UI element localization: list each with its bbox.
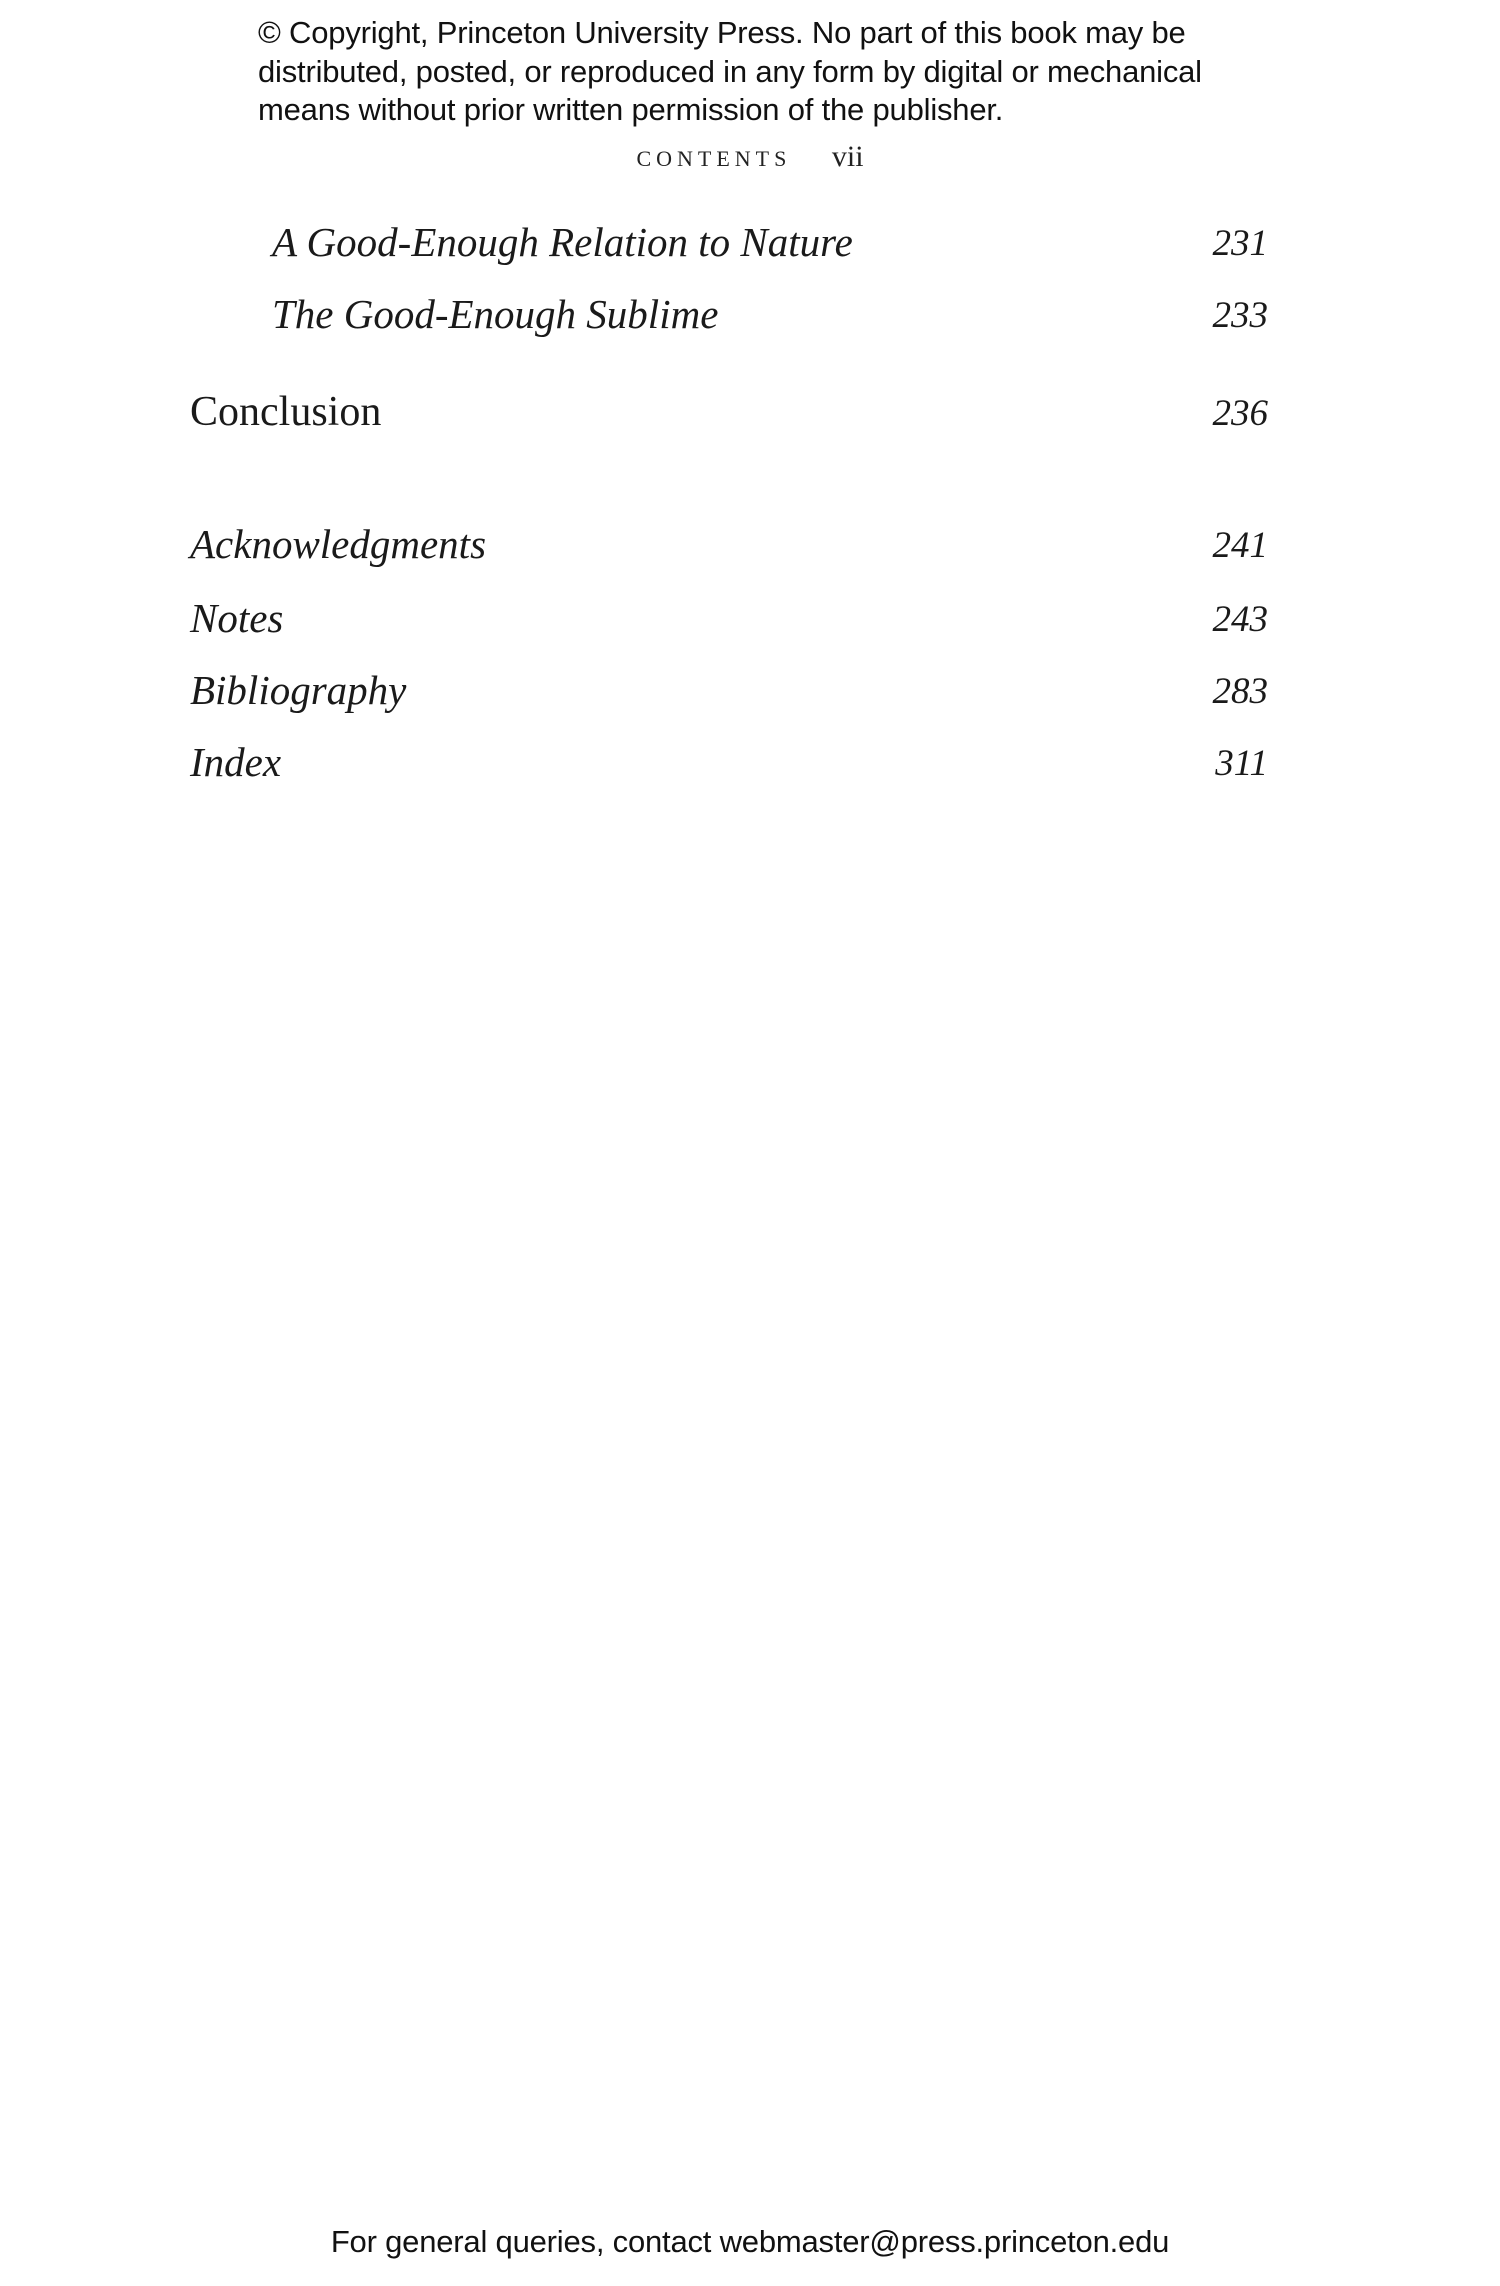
copyright-line: distributed, posted, or reproduced in any form by digital or mechanical [258,53,1202,89]
toc-entry-back-matter[interactable] [0,666,1500,726]
toc-entry-section[interactable] [0,218,1500,278]
toc-entry-page: 236 [1212,393,1268,434]
toc-entry-label: Notes [190,595,284,641]
toc-entry-back-matter[interactable] [0,738,1500,798]
toc-entry-label: A Good-Enough Relation to Nature [272,219,853,265]
toc-entry-page: 241 [1212,525,1268,566]
copyright-line: © Copyright, Princeton University Press. No part of this book may be [258,15,1186,50]
toc-entry-label: The Good-Enough Sublime [272,291,719,337]
toc-entry-page: 311 [1215,743,1268,784]
toc-entry-chapter[interactable] [0,388,1500,448]
copyright-line: means without prior written permission of the publisher. [258,92,1004,127]
running-head-title: CONTENTS [636,146,792,171]
toc-entry-page: 243 [1212,599,1268,640]
running-head [0,140,1500,174]
toc-entry-back-matter[interactable] [0,520,1500,580]
toc-entry-label: Conclusion [190,389,382,435]
footer-contact: For general queries, contact webmaster@press.princeton.edu [330,2224,1170,2259]
toc-entry-label: Acknowledgments [190,521,487,567]
copyright-notice [258,14,1258,130]
toc-entry-label: Index [190,739,282,785]
toc-entry-page: 283 [1212,671,1268,712]
toc-entry-page: 231 [1212,223,1268,264]
toc-entry-section[interactable] [0,290,1500,350]
toc-entry-back-matter[interactable] [0,594,1500,654]
toc-entry-label: Bibliography [190,667,407,713]
running-head-page-number: vii [831,140,864,173]
toc-entry-page: 233 [1212,295,1268,336]
